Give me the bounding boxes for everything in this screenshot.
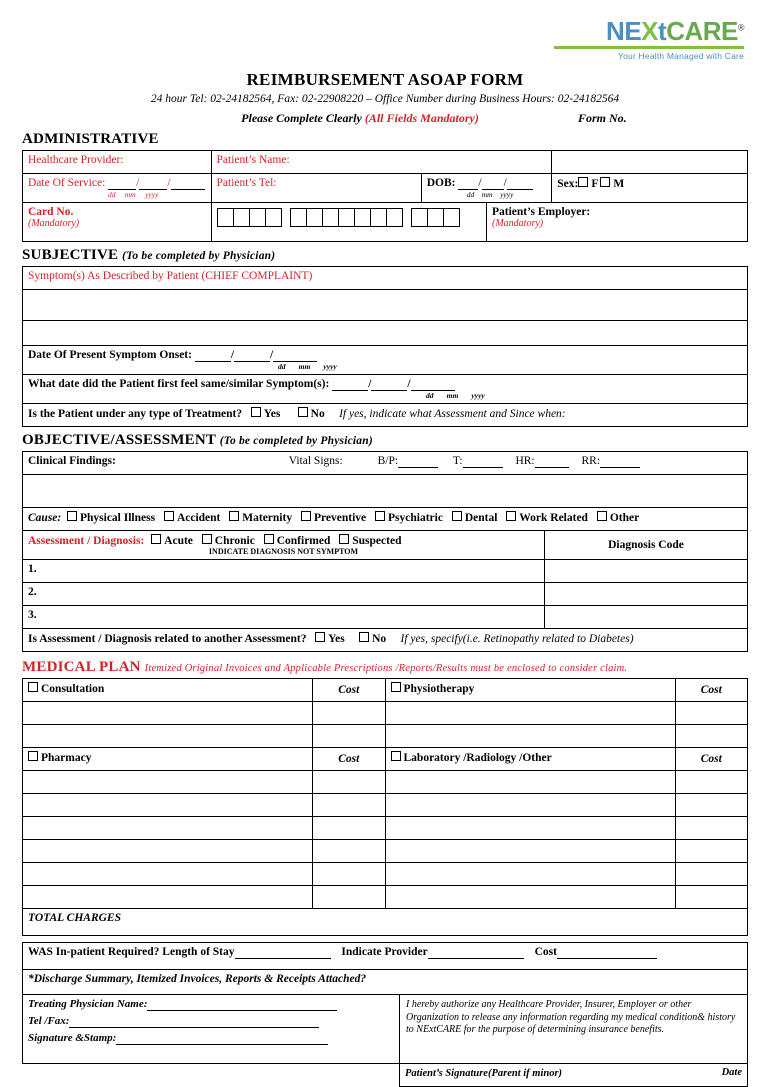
diagnosis-row-3[interactable]: 3. — [23, 606, 545, 629]
signature-stamp-label: Signature &Stamp: — [28, 1032, 117, 1044]
yyyy-mark: yyyy — [500, 190, 514, 199]
dob-label: DOB: — [426, 177, 456, 189]
card-digit-box[interactable] — [290, 208, 307, 227]
consultation-label: Consultation — [41, 683, 105, 695]
employer-mandatory: (Mandatory) — [492, 218, 544, 229]
treating-physician-row[interactable] — [28, 998, 394, 1011]
physiotherapy-cost[interactable] — [675, 702, 748, 725]
table-row — [23, 606, 748, 629]
symptom-onset-cell[interactable]: Date Of Present Symptom Onset: / / dd mm yyyy — [23, 346, 748, 375]
registered-icon: ® — [737, 22, 744, 33]
clinical-findings-label: Clinical Findings: — [28, 455, 116, 467]
related-note: If yes, specify(i.e. Retinopathy related to Diabetes) — [400, 633, 634, 645]
card-no-cell — [23, 203, 212, 242]
consultation-item[interactable] — [23, 702, 313, 725]
table-row — [23, 452, 748, 475]
pharmacy-cost[interactable] — [313, 863, 386, 886]
cause-option-label: Dental — [464, 512, 498, 524]
table-row — [23, 346, 748, 375]
lab-item[interactable] — [385, 794, 675, 817]
treating-physician-cell[interactable] — [23, 995, 400, 1064]
lab-cost[interactable] — [675, 863, 748, 886]
table-row — [23, 909, 748, 936]
table-row — [23, 531, 748, 560]
objective-table — [22, 451, 748, 652]
administrative-table — [22, 150, 748, 242]
assessment-diagnosis-cell[interactable] — [23, 531, 545, 560]
card-digit-box[interactable] — [265, 208, 282, 227]
pharmacy-header[interactable] — [23, 748, 313, 771]
cause-accident-checkbox[interactable] — [164, 511, 174, 521]
assessment-acute-checkbox[interactable] — [151, 534, 161, 544]
signature-date-label: Date — [721, 1067, 742, 1078]
lab-cost[interactable] — [675, 817, 748, 840]
lab-item[interactable] — [385, 863, 675, 886]
cause-other-checkbox[interactable] — [597, 511, 607, 521]
table-row — [23, 475, 748, 508]
lab-cost[interactable] — [675, 771, 748, 794]
logo-letter-x: X — [641, 16, 659, 46]
sex-cell[interactable] — [552, 174, 748, 203]
page-title: REIMBURSEMENT ASOAP FORM — [246, 70, 524, 89]
assessment-option-label: Suspected — [352, 535, 402, 547]
patient-signature-cell[interactable] — [400, 1064, 748, 1087]
treatment-no-label: No — [310, 408, 325, 420]
sex-f-label: F — [591, 178, 599, 190]
tel-fax-row[interactable] — [28, 1015, 394, 1028]
total-charges-label: TOTAL CHARGES — [23, 909, 748, 936]
cost-header-consultation: Cost — [313, 679, 386, 702]
consultation-header[interactable] — [23, 679, 313, 702]
t-label: T: — [452, 455, 463, 467]
diagnosis-row-1[interactable]: 1. — [23, 560, 545, 583]
hr-label: HR: — [515, 455, 535, 467]
sex-m-label: M — [613, 178, 625, 190]
first-felt-label: What date did the Patient first feel same/similar Symptom(s): — [28, 378, 330, 390]
patient-name-field[interactable]: Patient’s Name: — [211, 151, 552, 174]
card-no-boxes[interactable] — [211, 203, 487, 242]
pharmacy-cost[interactable] — [313, 840, 386, 863]
table-row — [23, 943, 748, 970]
tel-fax-label: Tel /Fax: — [28, 1015, 70, 1027]
clinical-findings-cell[interactable] — [23, 452, 748, 475]
objective-heading-note: (To be completed by Physician) — [219, 435, 373, 447]
lab-cost[interactable] — [675, 886, 748, 909]
sex-m-checkbox[interactable] — [600, 177, 610, 187]
chief-complaint-label: Symptom(s) As Described by Patient (CHIEF COMPLAINT) — [23, 267, 748, 290]
logo-tagline: Your Health Managed with Care — [618, 51, 744, 61]
physiotherapy-label: Physiotherapy — [403, 683, 475, 695]
objective-heading-text: OBJECTIVE/ASSESSMENT — [22, 432, 216, 448]
complete-clearly-text: Please Complete Clearly — [241, 111, 365, 125]
physiotherapy-checkbox[interactable] — [391, 682, 401, 692]
mm-mark: mm — [446, 391, 459, 400]
table-row — [23, 375, 748, 404]
date-of-service-cell[interactable]: Date Of Service: / / dd mm yyyy — [23, 174, 212, 203]
table-row — [23, 817, 748, 840]
cause-maternity-checkbox[interactable] — [229, 511, 239, 521]
complete-clearly-row — [22, 111, 748, 126]
table-row — [23, 290, 748, 321]
dd-mark: dd — [466, 190, 475, 199]
cause-label: Cause: — [28, 512, 62, 524]
date-of-service-label: Date Of Service: — [28, 177, 106, 189]
treatment-no-checkbox[interactable] — [298, 407, 308, 417]
patient-name-value[interactable] — [552, 151, 748, 174]
treatment-yes-label: Yes — [263, 408, 281, 420]
pharmacy-checkbox[interactable] — [28, 751, 38, 761]
card-digit-box[interactable] — [338, 208, 355, 227]
mm-mark: mm — [481, 190, 493, 199]
clinical-findings-input[interactable] — [23, 475, 748, 508]
table-row — [23, 748, 748, 771]
lab-checkbox[interactable] — [391, 751, 401, 761]
lab-cost[interactable] — [675, 794, 748, 817]
inpatient-label: WAS In-patient Required? Length of Stay — [28, 946, 235, 958]
authorization-cell — [400, 995, 748, 1064]
cause-option-label: Maternity — [242, 512, 293, 524]
lab-header[interactable] — [385, 748, 675, 771]
lab-cost[interactable] — [675, 840, 748, 863]
rr-label: RR: — [581, 455, 601, 467]
treatment-note: If yes, indicate what Assessment and Since when: — [339, 408, 566, 420]
lab-item[interactable] — [385, 886, 675, 909]
consultation-item[interactable] — [23, 725, 313, 748]
mm-mark: mm — [124, 190, 136, 199]
card-no-mandatory: (Mandatory) — [28, 218, 80, 229]
table-row — [23, 702, 748, 725]
cost-header-pharmacy: Cost — [313, 748, 386, 771]
dob-cell[interactable]: DOB: / / dd mm yyyy — [421, 174, 552, 203]
related-yes-label: Yes — [328, 633, 345, 645]
pharmacy-cost[interactable] — [313, 886, 386, 909]
assessment-label: Assessment / Diagnosis: — [28, 535, 145, 547]
complete-clearly-label — [22, 111, 578, 126]
lab-item[interactable] — [385, 840, 675, 863]
card-digit-box[interactable] — [370, 208, 387, 227]
related-no-label: No — [372, 633, 387, 645]
objective-heading — [22, 432, 748, 449]
physiotherapy-header[interactable] — [385, 679, 675, 702]
medical-plan-table — [22, 678, 748, 936]
pharmacy-item[interactable] — [23, 771, 313, 794]
related-yes-checkbox[interactable] — [315, 632, 325, 642]
mandatory-note: (All Fields Mandatory) — [364, 111, 479, 125]
table-row — [23, 629, 748, 652]
table-row — [23, 970, 748, 995]
physiotherapy-cost[interactable] — [675, 725, 748, 748]
assessment-chronic-checkbox[interactable] — [202, 534, 212, 544]
cause-option-label: Work Related — [519, 512, 588, 524]
bp-label: B/P: — [377, 455, 399, 467]
dd-mark: dd — [108, 190, 116, 199]
card-digit-box[interactable] — [233, 208, 250, 227]
mm-mark: mm — [298, 362, 311, 371]
table-row — [23, 267, 748, 290]
related-no-checkbox[interactable] — [359, 632, 369, 642]
footer-spacer — [23, 1064, 400, 1087]
footer-table — [22, 942, 748, 1087]
assessment-option-label: Acute — [164, 535, 193, 547]
logo-letter-t: t — [658, 16, 667, 46]
related-assessment-label: Is Assessment / Diagnosis related to another Assessment? — [28, 633, 307, 645]
authorization-text: I hereby authorize any Healthcare Provider, Insurer, Employer or other Organization to release any information regarding my medical condition& history to NExtCARE for the purpose of determining insurance benefits. — [406, 999, 736, 1035]
consultation-checkbox[interactable] — [28, 682, 38, 692]
logo-letter-e: E — [624, 16, 642, 46]
first-felt-cell[interactable]: What date did the Patient first feel same/similar Symptom(s): / / dd mm yyyy — [23, 375, 748, 404]
logo-wordmark — [554, 18, 744, 44]
symptom-onset-label: Date Of Present Symptom Onset: — [28, 349, 192, 361]
card-digit-box[interactable] — [249, 208, 266, 227]
pharmacy-item[interactable] — [23, 817, 313, 840]
table-row — [23, 863, 748, 886]
pharmacy-item[interactable] — [23, 863, 313, 886]
card-digit-box[interactable] — [411, 208, 428, 227]
treating-physician-label: Treating Physician Name: — [28, 998, 148, 1010]
pharmacy-cost[interactable] — [313, 771, 386, 794]
subjective-heading — [22, 247, 748, 264]
cost-header-physiotherapy: Cost — [675, 679, 748, 702]
card-digit-box[interactable] — [322, 208, 339, 227]
cause-cell[interactable] — [23, 508, 748, 531]
inpatient-cell[interactable] — [23, 943, 748, 970]
patient-employer-cell[interactable] — [487, 203, 748, 242]
card-no-label: Card No. — [28, 206, 74, 218]
cause-preventive-checkbox[interactable] — [301, 511, 311, 521]
cost-label: Cost — [534, 946, 557, 958]
sex-label: Sex: — [557, 178, 579, 190]
pharmacy-cost[interactable] — [313, 794, 386, 817]
table-row — [23, 321, 748, 346]
lab-label: Laboratory /Radiology /Other — [403, 752, 552, 764]
cause-option-label: Preventive — [313, 512, 367, 524]
medical-plan-heading — [22, 659, 748, 676]
table-row — [23, 679, 748, 702]
pharmacy-item[interactable] — [23, 794, 313, 817]
signature-stamp-row[interactable] — [28, 1032, 394, 1045]
pharmacy-item[interactable] — [23, 886, 313, 909]
patient-tel-field[interactable]: Patient’s Tel: — [211, 174, 421, 203]
card-digit-box[interactable] — [427, 208, 444, 227]
cause-work-related-checkbox[interactable] — [506, 511, 516, 521]
table-row — [23, 794, 748, 817]
table-row — [23, 886, 748, 909]
cause-physical-illness-checkbox[interactable] — [67, 511, 77, 521]
diagnosis-code-1[interactable] — [545, 560, 748, 583]
physiotherapy-item[interactable] — [385, 725, 675, 748]
card-digit-box[interactable] — [386, 208, 403, 227]
table-row — [23, 404, 748, 427]
table-row — [23, 174, 748, 203]
medical-plan-note: Itemized Original Invoices and Applicable Prescriptions /Reports/Results must be enclosed to consider claim. — [144, 663, 628, 674]
table-row — [23, 995, 748, 1064]
assessment-confirmed-checkbox[interactable] — [264, 534, 274, 544]
table-row — [23, 725, 748, 748]
table-row — [23, 508, 748, 531]
cost-header-lab: Cost — [675, 748, 748, 771]
diagnosis-row-2[interactable]: 2. — [23, 583, 545, 606]
logo-divider — [554, 46, 744, 49]
chief-complaint-input[interactable] — [23, 290, 748, 321]
cause-option-label: Accident — [176, 512, 221, 524]
patient-employer-label: Patient’s Employer: — [492, 206, 591, 218]
table-row — [23, 151, 748, 174]
treatment-yes-checkbox[interactable] — [251, 407, 261, 417]
dd-mark: dd — [426, 391, 434, 400]
sex-f-checkbox[interactable] — [578, 177, 588, 187]
cause-option-label: Physical Illness — [79, 512, 156, 524]
table-row — [23, 560, 748, 583]
assessment-option-label: Chronic — [214, 535, 255, 547]
table-row — [23, 203, 748, 242]
yyyy-mark: yyyy — [145, 190, 159, 199]
cause-dental-checkbox[interactable] — [452, 511, 462, 521]
table-row — [23, 1064, 748, 1087]
discharge-summary-label[interactable]: *Discharge Summary, Itemized Invoices, Reports & Receipts Attached? — [23, 970, 748, 995]
physiotherapy-item[interactable] — [385, 702, 675, 725]
treatment-label: Is the Patient under any type of Treatment? — [28, 408, 243, 420]
diagnosis-code-3[interactable] — [545, 606, 748, 629]
pharmacy-item[interactable] — [23, 840, 313, 863]
cause-option-label: Psychiatric — [388, 512, 443, 524]
related-assessment-cell[interactable] — [23, 629, 748, 652]
table-row — [23, 583, 748, 606]
cause-psychiatric-checkbox[interactable] — [375, 511, 385, 521]
diagnosis-code-2[interactable] — [545, 583, 748, 606]
consultation-cost[interactable] — [313, 702, 386, 725]
treatment-cell[interactable] — [23, 404, 748, 427]
yyyy-mark: yyyy — [323, 362, 337, 371]
assessment-option-label: Confirmed — [276, 535, 331, 547]
form-no-label: Form No. — [578, 111, 627, 125]
chief-complaint-input-2[interactable] — [23, 321, 748, 346]
diagnosis-code-header: Diagnosis Code — [545, 531, 748, 560]
lab-item[interactable] — [385, 771, 675, 794]
logo-care: CARE — [666, 16, 738, 46]
consultation-cost[interactable] — [313, 725, 386, 748]
yyyy-mark: yyyy — [471, 391, 485, 400]
assessment-suspected-checkbox[interactable] — [339, 534, 349, 544]
subjective-heading-note: (To be completed by Physician) — [122, 250, 276, 262]
table-row — [23, 840, 748, 863]
dd-mark: dd — [278, 362, 286, 371]
card-digit-box[interactable] — [217, 208, 234, 227]
vital-signs-label: Vital Signs: — [288, 455, 343, 467]
subjective-table — [22, 266, 748, 427]
card-digit-box[interactable] — [306, 208, 323, 227]
subjective-heading-text: SUBJECTIVE — [22, 247, 119, 263]
contact-line: 24 hour Tel: 02-24182564, Fax: 02-22908220 – Office Number during Business Hours: 02-24182564 — [150, 93, 620, 105]
medical-plan-heading-text: MEDICAL PLAN — [22, 659, 141, 675]
logo-letter-n: N — [606, 16, 625, 46]
administrative-heading: ADMINISTRATIVE — [22, 131, 159, 147]
healthcare-provider-label: Healthcare Provider: — [23, 151, 212, 174]
table-row — [23, 771, 748, 794]
card-digit-box[interactable] — [354, 208, 371, 227]
indicate-diagnosis-note: INDICATE DIAGNOSIS NOT SYMPTOM — [208, 547, 359, 556]
card-digit-box[interactable] — [443, 208, 460, 227]
indicate-provider-label: Indicate Provider — [341, 946, 428, 958]
nextcare-logo — [554, 18, 744, 61]
cause-option-label: Other — [609, 512, 640, 524]
pharmacy-label: Pharmacy — [41, 752, 92, 764]
patient-signature-label: Patient’s Signature(Parent if minor) — [405, 1068, 563, 1079]
lab-item[interactable] — [385, 817, 675, 840]
pharmacy-cost[interactable] — [313, 817, 386, 840]
